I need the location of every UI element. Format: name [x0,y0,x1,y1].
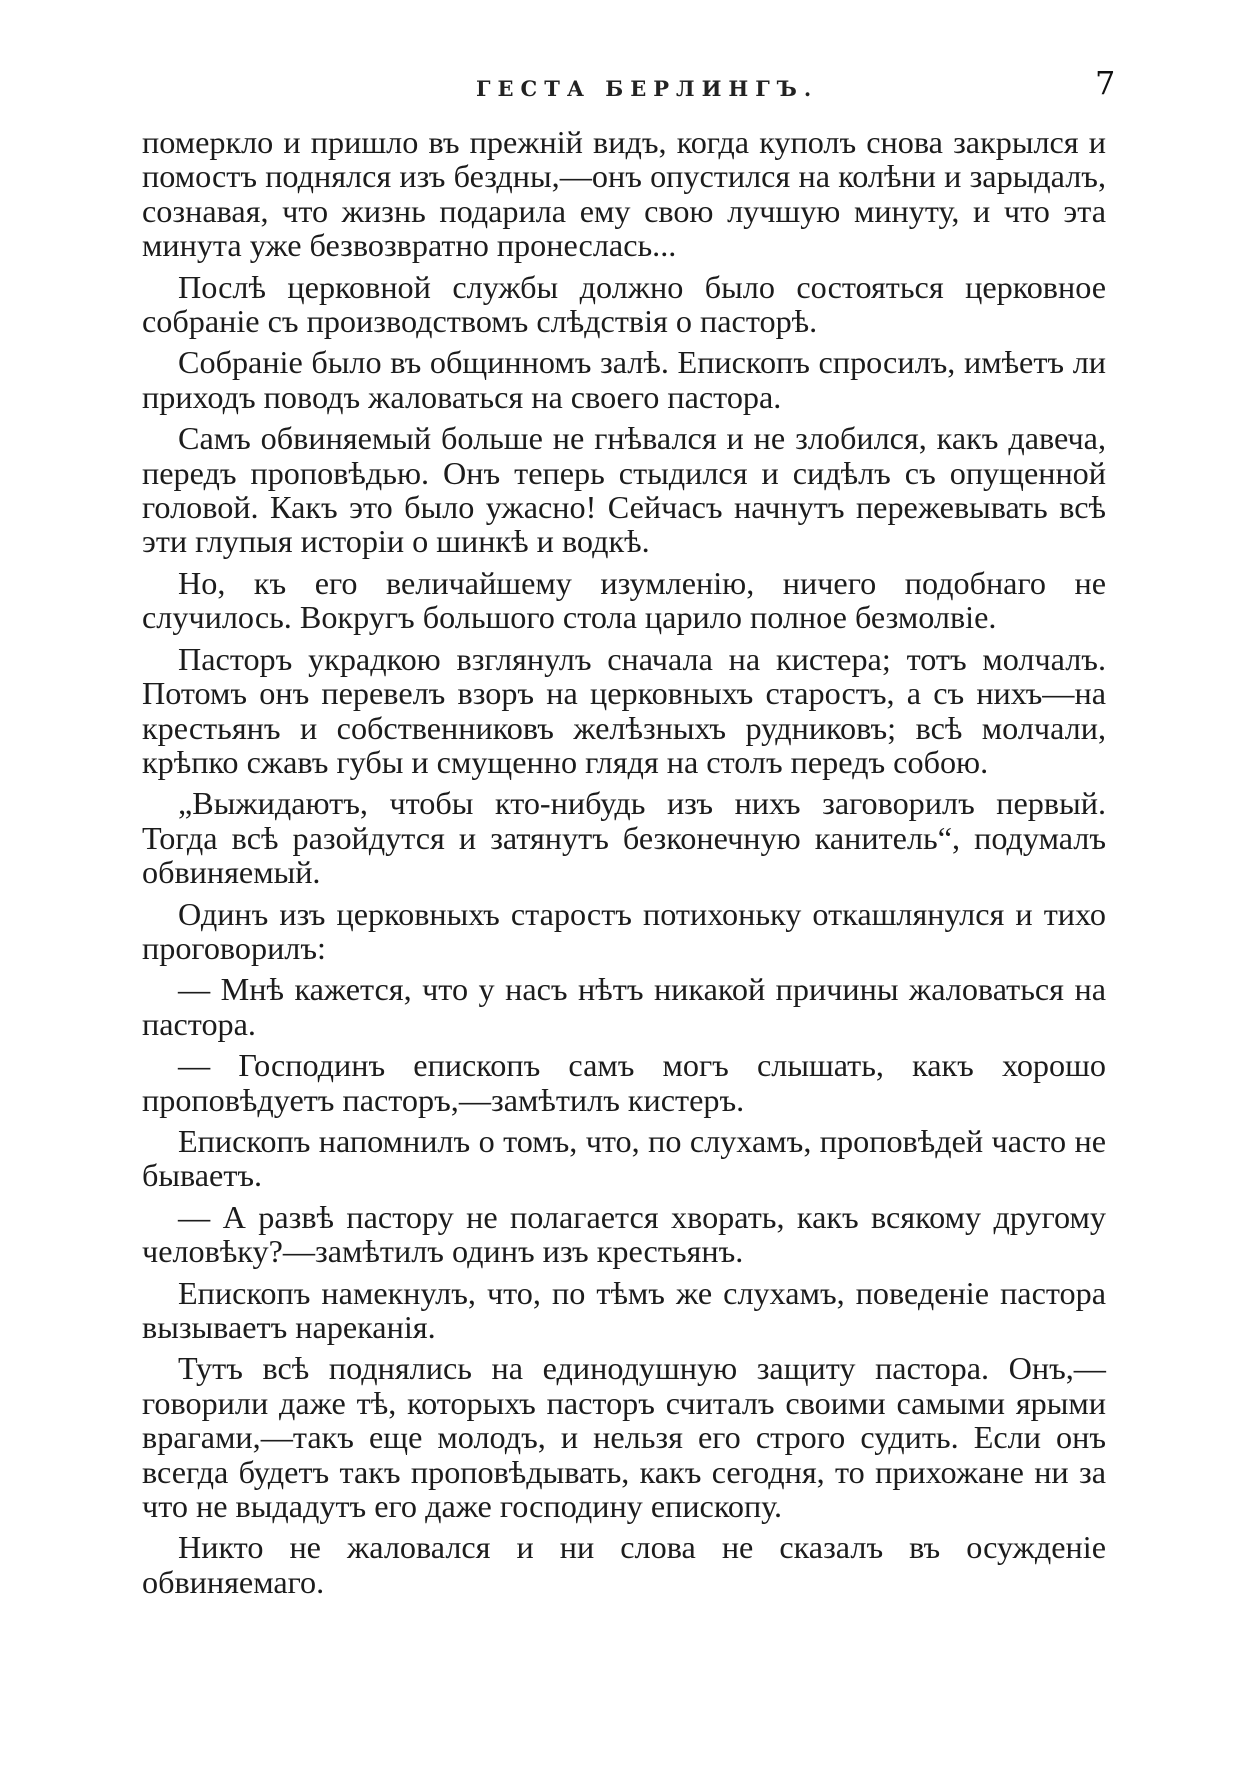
paragraph: Послѣ церковной службы должно было состояться церковное собраніе съ производствомъ слѣдствія о пасторѣ. [142,268,1106,340]
paragraph: померкло и пришло въ прежній видъ, когда куполъ снова закрылся и помостъ поднялся изъ бездны,—онъ опустился на колѣни и зарыдалъ, сознавая, что жизнь подарила ему свою лучшую минуту, и что эта минута уже безвозвратно пронеслась... [142,124,1106,264]
paragraph: Самъ обвиняемый больше не гнѣвался и не злобился, какъ давеча, передъ проповѣдью. Онъ теперь стыдился и сидѣлъ съ опущенной головой. Какъ это было ужасно! Сейчасъ начнутъ пережевывать всѣ эти глупыя исторіи о шинкѣ и водкѣ. [142,420,1106,560]
paragraph: Никто не жаловался и ни слова не сказалъ въ осужденіе обвиняемаго. [142,1529,1106,1600]
paragraph: Пасторъ украдкою взглянулъ сначала на кистера; тотъ молчалъ. Потомъ онъ перевелъ взоръ на церковныхъ старостъ, а съ нихъ—на крестьянъ и собственниковъ желѣзныхъ рудниковъ; всѣ молчали, крѣпко сжавъ губы и смущенно глядя на столъ передъ собою. [142,640,1106,780]
paragraph: Собраніе было въ общинномъ залѣ. Епископъ спросилъ, имѣетъ ли приходъ поводъ жаловаться на своего пастора. [142,344,1106,415]
paragraph: „Выжидаютъ, чтобы кто-нибудь изъ нихъ заговорилъ первый. Тогда всѣ разойдутся и затянутъ безконечную канитель“, подумалъ обвиняемый. [142,785,1106,891]
paragraph: Тутъ всѣ поднялись на единодушную защиту пастора. Онъ,—говорили даже тѣ, которыхъ пасторъ считалъ своими самыми ярыми врагами,—такъ еще молодъ, и нельзя его строго судить. Если онъ всегда будетъ такъ проповѣдывать, какъ сегодня, то прихожане ни за что не выдадутъ его даже господину епископу. [142,1350,1106,1525]
paragraph: — А развѣ пастору не полагается хворать, какъ всякому другому человѣку?—замѣтилъ одинъ изъ крестьянъ. [142,1198,1106,1270]
paragraph: Но, къ его величайшему изумленію, ничего подобнаго не случилось. Вокругъ большого стола царило полное безмолвіе. [142,564,1106,636]
paragraph: — Господинъ епископъ самъ могъ слышать, какъ хорошо проповѣдуетъ пасторъ,—замѣтилъ кистеръ. [142,1047,1106,1118]
paragraph: Епископъ напомнилъ о томъ, что, по слухамъ, проповѣдей часто не бываетъ. [142,1122,1106,1194]
page-number: 7 [1095,64,1116,102]
body-text [142,125,1106,1606]
paragraph: Епископъ намекнулъ, что, по тѣмъ же слухамъ, поведеніе пастора вызываетъ нареканія. [142,1274,1106,1345]
running-head [0,64,1259,104]
paragraph: — Мнѣ кажется, что у насъ нѣтъ никакой причины жаловаться на пастора. [142,971,1106,1042]
running-title: ГЕСТА БЕРЛИНГЪ. [476,76,819,101]
paragraph: Одинъ изъ церковныхъ старостъ потихоньку откашлянулся и тихо проговорилъ: [142,895,1106,966]
